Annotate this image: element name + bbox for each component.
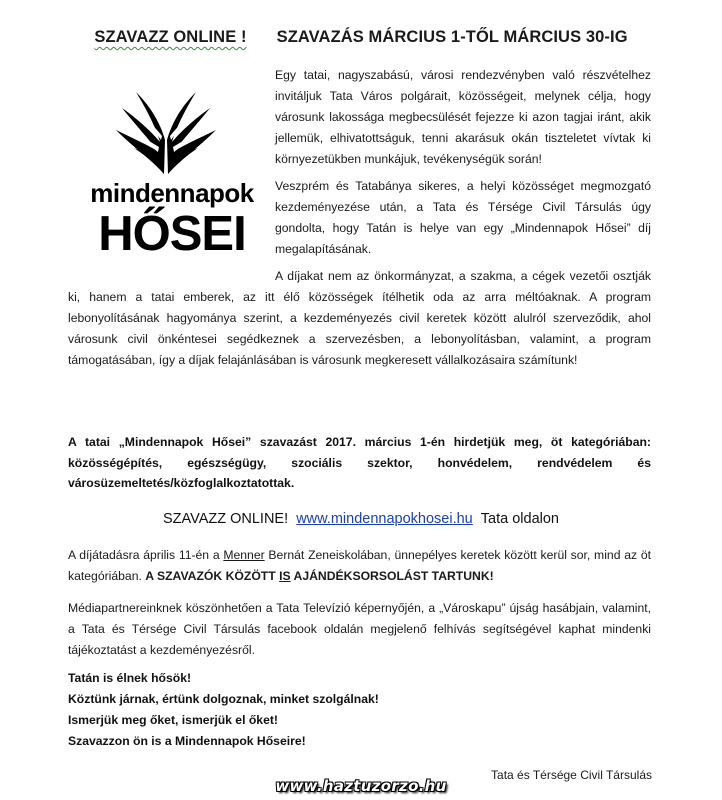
vote-online-line [0, 511, 722, 527]
watermark: www.haztuzorzo.hu [275, 777, 447, 795]
mindennapok-hosei-logo [88, 90, 256, 270]
closing-line: Ismerjük meg őket, ismerjük el őket! [68, 713, 278, 727]
announcement-paragraph: A tatai „Mindennapok Hősei” szavazást 2017. március 1-én hirdetjük meg, öt kategóriában: közösségépítés, egészségügy, szociális szektor, honvédelem, rendvédelem és városüzemeltetés/közfoglalkoztatottak. [68, 435, 651, 490]
award-bold-2: AJÁNDÉKSORSOLÁST TARTUNK! [290, 569, 494, 583]
header-vote-online: SZAVAZZ ONLINE ! [94, 28, 247, 46]
closing-line: Tatán is élnek hősök! [68, 671, 192, 685]
logo-text-hosei: HŐSEI [98, 207, 246, 261]
angel-wings-icon [112, 90, 220, 176]
vote-suffix: Tata oldalon [480, 511, 559, 527]
header-vote-dates: SZAVAZÁS MÁRCIUS 1-TŐL MÁRCIUS 30-IG [276, 28, 628, 46]
award-paragraph [68, 545, 651, 587]
second-paragraph: Veszprém és Tatabánya sikeres, a helyi közösséget megmozgató kezdeményezése után, a Tata és Térsége Civil Társulás úgy gondolta, hogy Tatán is helye van egy „Mindennapok Hősei” díj megalapításának. [275, 179, 651, 256]
closing-line: Szavazzon ön is a Mindennapok Hőseire! [68, 734, 306, 748]
closing-line: Köztünk járnak, értünk dolgoznak, minket szolgálnak! [68, 692, 379, 706]
media-paragraph: Médiapartnereinknek köszönhetően a Tata Televízió képernyőjén, a „Városkapu” újság hasábjain, valamint, a Tata és Térsége Civil Társulás facebook oldalán megjelenő felhívás segítségével kaphat mindenki tájékoztatást a kezdeményezésről. [68, 601, 651, 657]
award-bold-is: IS [279, 569, 291, 583]
closing-lines [68, 668, 651, 752]
vote-online-label: SZAVAZZ ONLINE! [162, 511, 289, 527]
vote-website-link[interactable]: www.mindennapokhosei.hu [296, 511, 473, 527]
signature: Tata és Térsége Civil Társulás [491, 768, 652, 782]
award-text-2: Bernát Zeneiskolában, ünnepélyes keretek között kerül sor, mind az öt kategóriában. [68, 548, 651, 583]
third-paragraph: A díjakat nem az önkormányzat, a szakma, a cégek vezetői osztják ki, hanem a tatai emberek, az itt élő közösségek ítélhetik oda az arra méltóaknak. A program lebonyolításának hagyománya szerint, a kezdeményezés civil keretek között alulról szerveződik, ahol városunk civil önkéntesei segédkeznek a szervezésben, a lebonyolításban, valamint, a program támogatásában, így a díjak felajánlásában is városunk megkeresett vállalkozásaira számítunk! [68, 269, 651, 367]
intro-paragraph: Egy tatai, nagyszabású, városi rendezvényben való részvételhez invitáljuk Tata Város polgárait, közösségeit, melynek célja, hogy városunk lakossága megbecsülését fejezze ki azon tagjai iránt, akik jellemük, elhivatottságuk, tenni akarásuk okán tiszteletet vívtak ki környezetükben munkájuk, tevékenységük során! [275, 68, 651, 166]
award-bold-1: A SZAVAZÓK KÖZÖTT [145, 569, 280, 583]
award-menner: Menner [223, 548, 265, 562]
award-text-1: A díjátadásra április 11-én a [68, 548, 224, 562]
logo-text-mindennapok: mindennapok [90, 178, 254, 208]
page-header [0, 28, 722, 47]
